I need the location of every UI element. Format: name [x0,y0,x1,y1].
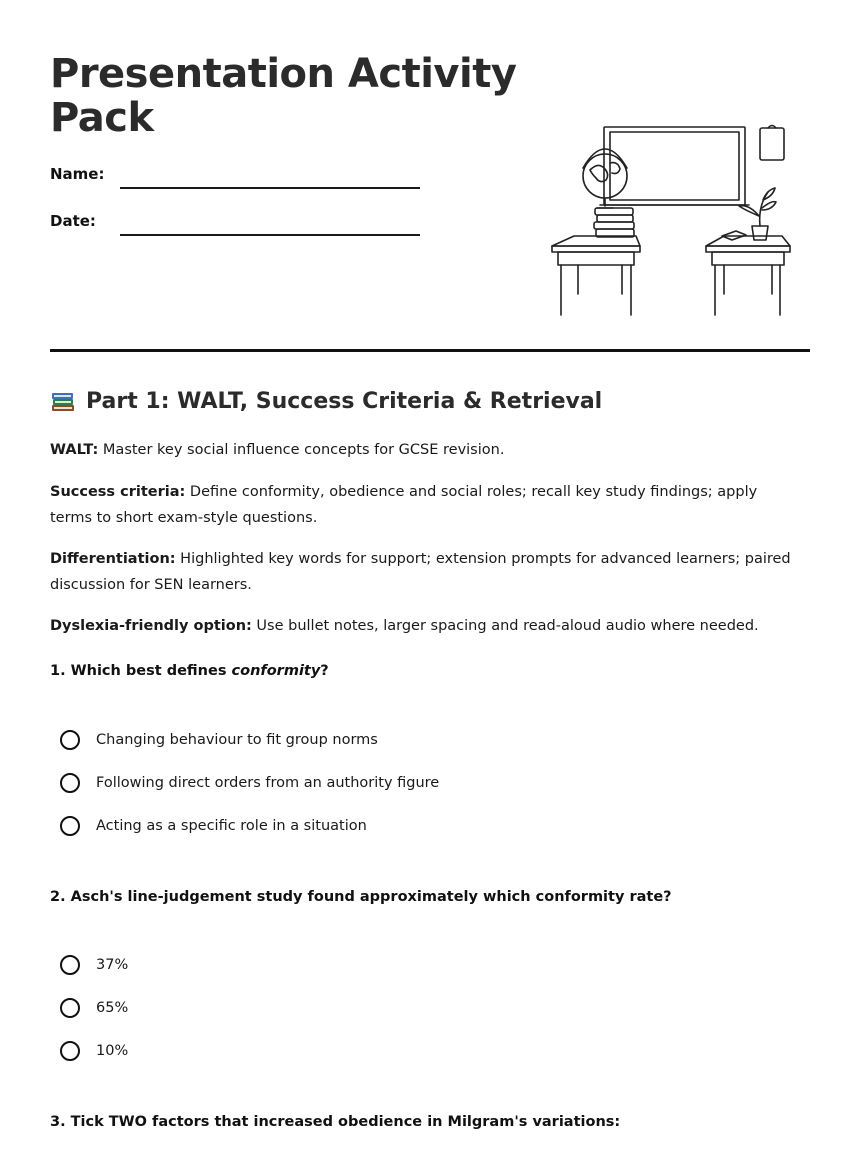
q1-option-a[interactable] [60,727,378,753]
question-1 [50,663,329,679]
book-1 [595,208,633,215]
success-criteria-paragraph [50,479,800,531]
plant-leaf-1 [762,202,776,210]
name-field[interactable] [120,187,420,189]
walt-label: WALT: [50,442,99,458]
q1-option-b[interactable] [60,770,439,796]
question-1-prefix: 1. Which best defines [50,663,232,679]
question-1-suffix: ? [320,663,329,679]
left-desk-apron [558,252,634,265]
right-desk-apron [712,252,784,265]
success-criteria-label: Success criteria: [50,484,186,500]
dyslexia-label: Dyslexia-friendly option: [50,618,252,634]
globe-land-2 [610,163,620,174]
walt-paragraph [50,437,800,463]
classroom-illustration [540,118,800,323]
q2-option-b[interactable] [60,995,128,1021]
option-label: Changing behaviour to fit group norms [96,732,378,748]
section-heading [50,388,602,414]
globe-land [590,165,608,181]
whiteboard-inner [610,132,739,200]
left-desk-edge [552,246,640,252]
q2-option-c[interactable] [60,1038,128,1064]
success-criteria-text: Define conformity, obedience and social roles; recall key study findings; apply terms to short exam-style questions. [50,484,758,526]
right-desk-edge [706,246,790,252]
q2-option-a[interactable] [60,952,128,978]
wall-calendar [760,128,784,160]
differentiation-paragraph [50,546,800,598]
book-2 [597,215,633,222]
plant-pot [752,226,768,240]
question-3: 3. Tick TWO factors that increased obedience in Milgram's variations: [50,1114,621,1130]
radio-button[interactable] [60,816,80,836]
radio-button[interactable] [60,955,80,975]
option-label: 10% [96,1043,129,1059]
question-1-term: conformity [231,663,321,679]
dyslexia-paragraph [50,613,800,639]
plant-leaf-2 [739,206,759,216]
dyslexia-text: Use bullet notes, larger spacing and read-aloud audio where needed. [251,618,759,634]
books-icon [50,388,76,414]
option-label: Following direct orders from an authority figure [96,775,440,791]
page-title [50,52,520,140]
option-label: Acting as a specific role in a situation [96,818,367,834]
globe-arc [583,149,627,168]
radio-button[interactable] [60,730,80,750]
differentiation-label: Differentiation: [50,551,176,567]
title-line-1: Presentation Activity [50,51,517,97]
radio-button[interactable] [60,998,80,1018]
book-3 [594,222,634,229]
name-label: Name: [50,165,105,183]
option-label: 65% [96,1000,129,1016]
differentiation-text: Highlighted key words for support; extension prompts for advanced learners; paired discussion for SEN learners. [50,551,791,593]
title-line-2: Pack [50,95,154,141]
option-label: 37% [96,957,129,973]
globe [583,154,627,198]
radio-button[interactable] [60,1041,80,1061]
section-divider [50,349,810,352]
section-title: Part 1: WALT, Success Criteria & Retrieval [86,388,603,414]
date-label: Date: [50,212,96,230]
q1-option-c[interactable] [60,813,367,839]
right-desk-top [706,236,790,246]
date-field[interactable] [120,234,420,236]
question-2: 2. Asch's line-judgement study found approximately which conformity rate? [50,889,672,905]
radio-button[interactable] [60,773,80,793]
walt-text: Master key social influence concepts for GCSE revision. [98,442,505,458]
